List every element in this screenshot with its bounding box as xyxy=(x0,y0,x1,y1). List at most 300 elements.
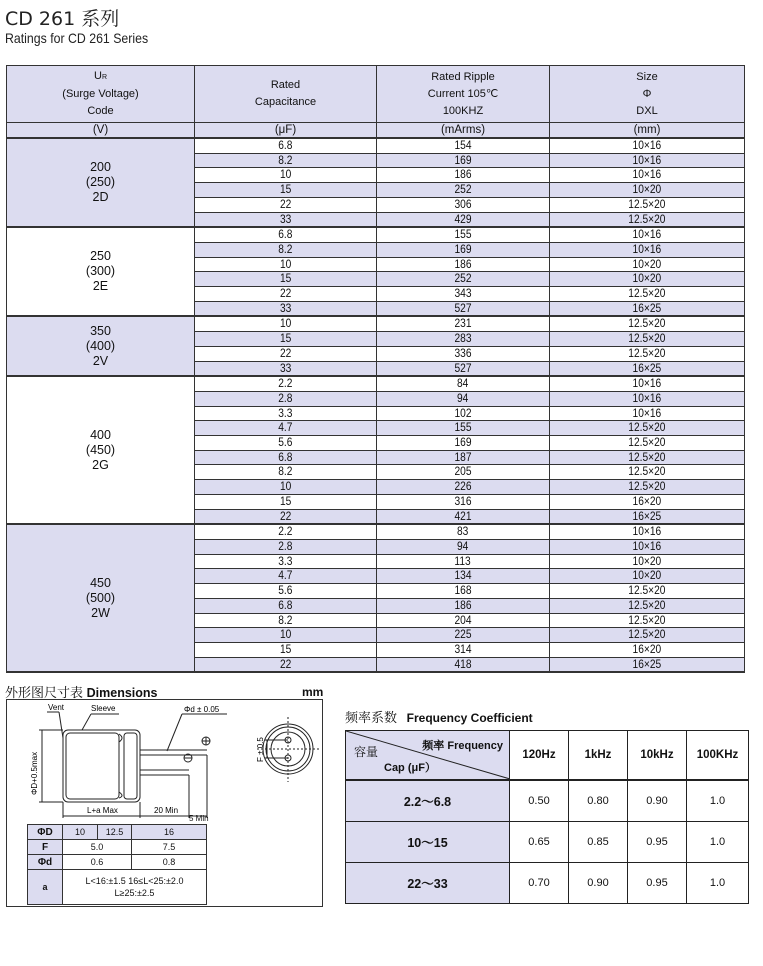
size-value: 16×20 xyxy=(632,493,662,508)
size-cell xyxy=(550,272,745,287)
corner-cap-en: Cap (μF） xyxy=(384,762,436,774)
voltage-group-cell xyxy=(7,138,195,227)
corner-freq-en: Frequency xyxy=(447,740,503,752)
dimensions-title-en: Dimensions xyxy=(86,686,158,700)
cap-value: 10 xyxy=(279,256,292,271)
cap-cell xyxy=(195,212,377,227)
size-cell xyxy=(550,569,745,584)
size-cell xyxy=(550,168,745,183)
ur-code-label: Code xyxy=(87,105,114,117)
cap-cell xyxy=(195,450,377,465)
ripple-cell xyxy=(377,391,550,406)
ripple-cell xyxy=(377,539,550,554)
ripple-cell xyxy=(377,257,550,272)
ripple-cell xyxy=(377,346,550,361)
dimensions-table xyxy=(27,824,207,905)
ripple-value: 84 xyxy=(457,376,469,391)
ripple-cell xyxy=(377,628,550,643)
ripple-value: 231 xyxy=(454,316,472,331)
cap-value: 33 xyxy=(279,360,292,375)
size-cell xyxy=(550,376,745,391)
size-value: 10×16 xyxy=(632,524,662,539)
ripple-value: 186 xyxy=(454,256,472,271)
cap-value: 2.8 xyxy=(278,390,293,405)
size-value: 10×16 xyxy=(632,241,662,256)
ripple-value: 283 xyxy=(454,331,472,346)
ripple-value: 418 xyxy=(454,656,472,671)
cap-cell xyxy=(195,272,377,287)
length-label: L+a Max xyxy=(87,806,118,815)
ripple-cell xyxy=(377,183,550,198)
voltage-group-cell xyxy=(7,376,195,524)
size-cell xyxy=(550,628,745,643)
size-cell xyxy=(550,524,745,539)
size-value: 10×20 xyxy=(632,256,662,271)
size-value: 10×20 xyxy=(632,182,662,197)
size-value: 12.5×20 xyxy=(628,211,666,226)
size-cell xyxy=(550,242,745,257)
ripple-value: 314 xyxy=(454,641,472,656)
lead-length-label: 20 Min xyxy=(154,806,179,815)
ripple-cell xyxy=(377,153,550,168)
ripple-cell xyxy=(377,480,550,495)
table-row xyxy=(7,376,745,391)
ripple-value: 94 xyxy=(457,538,469,553)
pitch-label: F ± 0.5 xyxy=(256,737,265,762)
cap-value: 3.3 xyxy=(278,553,293,568)
cap-value: 15 xyxy=(279,182,292,197)
size-line2: Φ xyxy=(642,87,652,100)
ripple-value: 306 xyxy=(454,196,472,211)
size-cell xyxy=(550,227,745,242)
size-cell xyxy=(550,153,745,168)
ur-symbol: U xyxy=(93,70,102,82)
coefficient-value: 0.85 xyxy=(569,822,628,863)
ripple-cell xyxy=(377,421,550,436)
size-cell xyxy=(550,494,745,509)
ripple-value: 343 xyxy=(454,286,472,301)
ripple-cell xyxy=(377,436,550,451)
size-value: 10×20 xyxy=(632,553,662,568)
size-cell xyxy=(550,361,745,376)
ripple-value: 205 xyxy=(454,464,472,479)
cap-cell xyxy=(195,509,377,524)
page-title: CD 261 系列 xyxy=(5,8,120,30)
voltage-surge: (400) xyxy=(85,338,116,353)
ripple-cell xyxy=(377,272,550,287)
cap-cell xyxy=(195,480,377,495)
cap-cell xyxy=(195,539,377,554)
ripple-cell xyxy=(377,301,550,316)
size-value: 16×20 xyxy=(632,641,662,656)
cap-value: 10 xyxy=(279,627,292,642)
cap-cell xyxy=(195,257,377,272)
size-value: 10×16 xyxy=(632,405,662,420)
freq-col-1khz: 1kHz xyxy=(569,731,628,781)
cap-cell xyxy=(195,346,377,361)
cap-value: 22 xyxy=(279,656,292,671)
cap-value: 4.7 xyxy=(278,568,293,583)
ripple-cell xyxy=(377,509,550,524)
frequency-row xyxy=(346,822,749,863)
cap-value: 8.2 xyxy=(278,612,293,627)
voltage-code: 2G xyxy=(92,457,109,472)
ripple-cell xyxy=(377,569,550,584)
size-cell xyxy=(550,657,745,672)
voltage-surge: (500) xyxy=(85,590,116,605)
voltage-voltage: 400 xyxy=(90,427,111,442)
size-value: 10×20 xyxy=(632,271,662,286)
cap-cell xyxy=(195,494,377,509)
cap-cell xyxy=(195,168,377,183)
ripple-value: 83 xyxy=(457,524,469,539)
coefficient-value: 0.70 xyxy=(510,863,569,904)
size-cell xyxy=(550,465,745,480)
ripple-cell xyxy=(377,361,550,376)
size-value: 12.5×20 xyxy=(628,331,666,346)
dimensions-panel xyxy=(6,699,323,907)
header-capacitance xyxy=(195,66,377,123)
frequency-body xyxy=(346,780,749,904)
ripple-value: 168 xyxy=(454,583,472,598)
cap-cell xyxy=(195,554,377,569)
dim-F-small: 5.0 xyxy=(63,840,132,855)
corner-freq-cn: 频率 xyxy=(422,740,445,752)
ripple-value: 421 xyxy=(454,508,472,523)
voltage-voltage: 200 xyxy=(90,160,111,175)
voltage-group-cell xyxy=(7,316,195,376)
size-value: 12.5×20 xyxy=(628,479,666,494)
dim-key-F: F xyxy=(28,840,63,855)
cap-range: 10～15 xyxy=(346,822,510,863)
ripple-cell xyxy=(377,406,550,421)
ripple-value: 336 xyxy=(454,345,472,360)
ripple-value: 155 xyxy=(454,420,472,435)
dim-phiD-10: 10 xyxy=(63,825,98,840)
ripple-value: 252 xyxy=(454,271,472,286)
voltage-code: 2W xyxy=(91,605,110,620)
table-row xyxy=(7,316,745,331)
cap-cell xyxy=(195,376,377,391)
coefficient-value: 0.50 xyxy=(510,780,569,822)
cap-value: 22 xyxy=(279,286,292,301)
freq-col-10khz: 10kHz xyxy=(628,731,687,781)
ripple-value: 527 xyxy=(454,360,472,375)
size-cell xyxy=(550,436,745,451)
size-cell xyxy=(550,391,745,406)
lead-diff-label: 5 Min xyxy=(189,814,209,823)
cap-line1: Rated xyxy=(270,79,301,91)
size-value: 12.5×20 xyxy=(628,627,666,642)
header-ripple xyxy=(377,66,550,123)
cap-value: 15 xyxy=(279,331,292,346)
size-value: 12.5×20 xyxy=(628,420,666,435)
lead-diameter-label: Φd ± 0.05 xyxy=(184,705,220,714)
cap-value: 6.8 xyxy=(278,138,293,152)
ripple-cell xyxy=(377,376,550,391)
cap-range: 22～33 xyxy=(346,863,510,904)
corner-cap-cn: 容量 xyxy=(354,745,379,759)
ripple-cell xyxy=(377,242,550,257)
cap-value: 22 xyxy=(279,508,292,523)
cap-range: 2.2～6.8 xyxy=(346,780,510,822)
sleeve-label: Sleeve xyxy=(91,704,116,713)
size-value: 12.5×20 xyxy=(628,597,666,612)
frequency-corner-cell xyxy=(346,731,510,781)
size-value: 10×16 xyxy=(632,538,662,553)
unit-size: (mm) xyxy=(550,123,745,139)
cap-cell xyxy=(195,227,377,242)
cap-cell xyxy=(195,406,377,421)
cap-value: 8.2 xyxy=(278,241,293,256)
size-cell xyxy=(550,509,745,524)
cap-cell xyxy=(195,524,377,539)
ur-surge-label: (Surge Voltage) xyxy=(62,88,139,100)
size-value: 12.5×20 xyxy=(628,612,666,627)
cap-cell xyxy=(195,584,377,599)
cap-value: 15 xyxy=(279,271,292,286)
size-cell xyxy=(550,598,745,613)
voltage-surge: (300) xyxy=(85,264,116,279)
ripple-value: 316 xyxy=(454,493,472,508)
size-cell xyxy=(550,406,745,421)
frequency-title-en: Frequency Coefficient xyxy=(406,711,533,725)
ripple-value: 226 xyxy=(454,479,472,494)
cap-value: 33 xyxy=(279,211,292,226)
coefficient-value: 0.95 xyxy=(628,822,687,863)
size-line3: DXL xyxy=(636,104,658,117)
size-value: 10×16 xyxy=(632,390,662,405)
coefficient-value: 0.90 xyxy=(628,780,687,822)
cap-cell xyxy=(195,287,377,302)
cap-line2: Capacitance xyxy=(254,96,317,108)
cap-value: 5.6 xyxy=(278,583,293,598)
capacitor-body-drawing xyxy=(39,712,319,818)
voltage-voltage: 250 xyxy=(90,249,111,264)
cap-cell xyxy=(195,465,377,480)
voltage-group-cell xyxy=(7,524,195,672)
ripple-cell xyxy=(377,613,550,628)
ur-subscript: R xyxy=(101,74,107,81)
dim-key-phid: Φd xyxy=(28,855,63,870)
cap-cell xyxy=(195,569,377,584)
size-value: 10×16 xyxy=(632,227,662,242)
cap-cell xyxy=(195,183,377,198)
voltage-voltage: 450 xyxy=(90,575,111,590)
size-line1: Size xyxy=(636,70,658,83)
cap-value: 22 xyxy=(279,196,292,211)
size-cell xyxy=(550,554,745,569)
ripple-value: 113 xyxy=(454,553,472,568)
table-row xyxy=(7,227,745,242)
cap-value: 6.8 xyxy=(278,449,293,464)
cap-value: 5.6 xyxy=(278,435,293,450)
size-cell xyxy=(550,450,745,465)
ripple-cell xyxy=(377,316,550,331)
size-cell xyxy=(550,421,745,436)
cap-value: 22 xyxy=(279,345,292,360)
size-cell xyxy=(550,332,745,347)
table-row xyxy=(7,524,745,539)
cap-value: 10 xyxy=(279,479,292,494)
voltage-code: 2E xyxy=(92,279,109,294)
body-diameter-label: ΦD+0.5max xyxy=(30,751,39,795)
size-cell xyxy=(550,197,745,212)
coefficient-value: 0.80 xyxy=(569,780,628,822)
cap-cell xyxy=(195,628,377,643)
ripple-value: 134 xyxy=(454,568,472,583)
ripple-cell xyxy=(377,642,550,657)
size-cell xyxy=(550,183,745,198)
size-cell xyxy=(550,257,745,272)
dim-F-large: 7.5 xyxy=(132,840,207,855)
cap-cell xyxy=(195,242,377,257)
cap-value: 4.7 xyxy=(278,420,293,435)
ripple-cell xyxy=(377,332,550,347)
ripple-value: 252 xyxy=(454,182,472,197)
dim-phid-large: 0.8 xyxy=(132,855,207,870)
ripple-cell xyxy=(377,657,550,672)
dim-a-line1: L<16:±1.5 16≤L<25:±2.0 xyxy=(85,876,184,886)
ripple-cell xyxy=(377,554,550,569)
size-cell xyxy=(550,539,745,554)
ripple-cell xyxy=(377,450,550,465)
ripple-value: 169 xyxy=(454,152,472,167)
ripple-line3: 100KHZ xyxy=(442,104,484,117)
ripple-cell xyxy=(377,168,550,183)
frequency-table xyxy=(345,730,749,904)
cap-cell xyxy=(195,436,377,451)
size-cell xyxy=(550,316,745,331)
cap-value: 6.8 xyxy=(278,597,293,612)
ripple-cell xyxy=(377,227,550,242)
cap-value: 33 xyxy=(279,300,292,315)
size-value: 16×25 xyxy=(632,300,662,315)
voltage-voltage: 350 xyxy=(90,323,111,338)
cap-cell xyxy=(195,421,377,436)
size-value: 16×25 xyxy=(632,656,662,671)
coefficient-value: 1.0 xyxy=(687,863,749,904)
ripple-value: 102 xyxy=(454,405,472,420)
size-value: 12.5×20 xyxy=(628,316,666,331)
dim-key-a: a xyxy=(28,870,63,905)
cap-cell xyxy=(195,657,377,672)
cap-cell xyxy=(195,642,377,657)
header-ur xyxy=(7,66,195,123)
unit-capacitance: (μF) xyxy=(195,123,377,139)
cap-value: 2.2 xyxy=(278,524,293,539)
size-cell xyxy=(550,138,745,153)
voltage-surge: (250) xyxy=(85,175,116,190)
unit-ripple: (mArms) xyxy=(377,123,550,139)
ripple-cell xyxy=(377,465,550,480)
cap-cell xyxy=(195,301,377,316)
cap-cell xyxy=(195,613,377,628)
dim-key-phiD: ΦD xyxy=(28,825,63,840)
cap-cell xyxy=(195,598,377,613)
ripple-value: 186 xyxy=(454,167,472,182)
coefficient-value: 1.0 xyxy=(687,822,749,863)
ripple-value: 225 xyxy=(454,627,472,642)
ripple-value: 94 xyxy=(457,390,469,405)
cap-value: 8.2 xyxy=(278,152,293,167)
size-cell xyxy=(550,346,745,361)
coefficient-value: 1.0 xyxy=(687,780,749,822)
frequency-row xyxy=(346,780,749,822)
ripple-cell xyxy=(377,287,550,302)
cap-cell xyxy=(195,391,377,406)
ripple-cell xyxy=(377,494,550,509)
size-value: 12.5×20 xyxy=(628,345,666,360)
voltage-code: 2D xyxy=(92,190,109,205)
cap-value: 8.2 xyxy=(278,464,293,479)
size-value: 12.5×20 xyxy=(628,449,666,464)
freq-col-100khz: 100KHz xyxy=(687,731,749,781)
size-value: 10×16 xyxy=(632,152,662,167)
cap-value: 15 xyxy=(279,641,292,656)
size-value: 10×16 xyxy=(632,376,662,391)
coefficient-value: 0.65 xyxy=(510,822,569,863)
unit-voltage: (V) xyxy=(7,123,195,139)
cap-cell xyxy=(195,197,377,212)
dim-phiD-16: 16 xyxy=(132,825,207,840)
frequency-title-cn: 频率系数 xyxy=(345,710,398,725)
size-value: 12.5×20 xyxy=(628,435,666,450)
dim-phid-small: 0.6 xyxy=(63,855,132,870)
size-value: 12.5×20 xyxy=(628,196,666,211)
voltage-group-cell xyxy=(7,227,195,316)
cap-value: 10 xyxy=(279,167,292,182)
capacitor-diagram xyxy=(7,700,322,824)
size-cell xyxy=(550,212,745,227)
freq-col-120hz: 120Hz xyxy=(510,731,569,781)
cap-cell xyxy=(195,153,377,168)
table-row xyxy=(7,138,745,153)
size-cell xyxy=(550,613,745,628)
ripple-value: 186 xyxy=(454,597,472,612)
size-value: 10×16 xyxy=(632,167,662,182)
size-cell xyxy=(550,480,745,495)
cap-value: 3.3 xyxy=(278,405,293,420)
cap-cell xyxy=(195,138,377,153)
ripple-value: 169 xyxy=(454,241,472,256)
corner-frequency xyxy=(422,737,503,753)
ripple-value: 204 xyxy=(454,612,472,627)
size-value: 16×25 xyxy=(632,508,662,523)
voltage-surge: (450) xyxy=(85,442,116,457)
cap-value: 6.8 xyxy=(278,227,293,242)
ripple-value: 527 xyxy=(454,300,472,315)
ratings-body xyxy=(7,138,745,672)
ripple-value: 155 xyxy=(454,227,472,242)
coefficient-value: 0.90 xyxy=(569,863,628,904)
ripple-value: 169 xyxy=(454,435,472,450)
ripple-cell xyxy=(377,524,550,539)
ratings-table xyxy=(6,65,745,673)
dimensions-unit: mm xyxy=(302,685,324,699)
size-value: 10×16 xyxy=(632,138,662,152)
size-value: 10×20 xyxy=(632,568,662,583)
page-subtitle: Ratings for CD 261 Series xyxy=(5,30,149,46)
cap-value: 15 xyxy=(279,493,292,508)
ripple-cell xyxy=(377,212,550,227)
cap-value: 2.8 xyxy=(278,538,293,553)
dim-a-values xyxy=(63,870,207,905)
ripple-value: 154 xyxy=(454,138,472,152)
dim-a-line2: L≥25:±2.5 xyxy=(114,888,155,898)
ripple-value: 187 xyxy=(454,449,472,464)
ripple-line1: Rated Ripple xyxy=(431,70,495,83)
